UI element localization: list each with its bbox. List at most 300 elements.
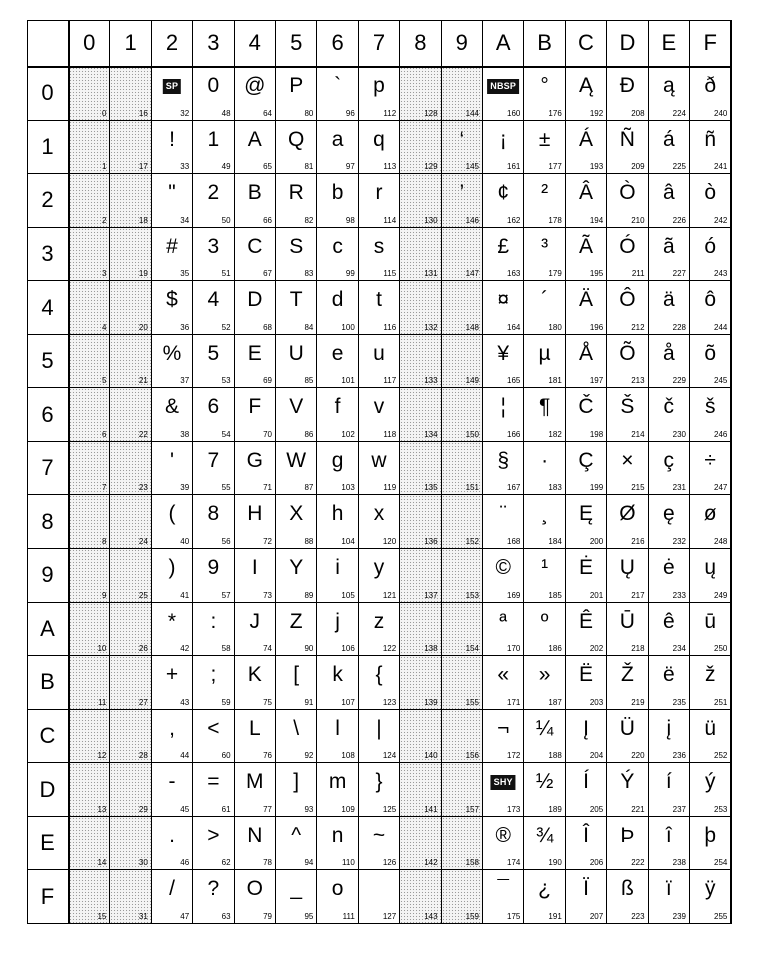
char-cell [483,121,524,175]
char-code: 175 [507,911,521,921]
char-code: 173 [507,804,521,814]
char-cell [193,228,234,282]
char-code: 108 [341,751,355,761]
char-code: 152 [465,537,479,547]
char-glyph: 2 [207,181,220,205]
char-code: 94 [304,858,314,868]
char-code: 99 [345,269,355,279]
char-glyph: & [164,395,179,419]
char-glyph: ñ [704,127,717,151]
char-code: 36 [180,322,190,332]
char-code: 148 [465,322,479,332]
char-glyph: F [248,395,262,419]
char-glyph: · [541,448,549,472]
char-cell [649,603,690,657]
row-header [27,549,69,603]
char-cell [69,495,110,549]
char-code: 20 [138,322,148,332]
char-code: 172 [507,751,521,761]
char-cell [524,870,565,924]
char-cell [69,281,110,335]
char-cell [359,228,400,282]
char-cell [566,603,607,657]
row-header-label: D [39,776,56,802]
char-code: 182 [548,429,562,439]
char-glyph: ) [168,556,176,580]
char-code: 113 [383,162,397,172]
char-code: 194 [589,215,604,225]
row-header-label: 5 [41,348,54,374]
char-code: 10 [97,644,107,654]
char-code: 252 [714,751,728,761]
char-glyph: t [376,288,382,312]
char-glyph: + [165,663,179,687]
char-code: 178 [548,215,562,225]
char-glyph: b [331,181,344,205]
char-code: 114 [383,215,397,225]
char-code: 253 [714,804,728,814]
char-code: 12 [97,751,107,761]
char-code: 98 [345,215,355,225]
char-glyph: _ [290,877,303,901]
char-cell [110,549,151,603]
row-header-label: 9 [41,562,54,588]
char-glyph: Í [583,770,589,794]
char-code: 95 [304,911,314,921]
char-glyph: Þ [620,823,635,847]
char-cell [152,763,193,817]
char-cell [400,870,441,924]
char-cell [69,656,110,710]
char-cell [317,870,358,924]
char-code: 217 [631,590,645,600]
char-code: 91 [304,697,314,707]
row-header [27,495,69,549]
char-cell [152,495,193,549]
char-cell [649,121,690,175]
char-cell [359,388,400,442]
char-glyph: X [289,502,304,526]
char-glyph: § [497,448,510,472]
char-cell [566,442,607,496]
char-glyph: ß [620,877,634,901]
char-code: 112 [383,108,397,118]
char-glyph: ² [541,181,549,205]
char-code: 206 [589,858,604,868]
char-code: 62 [221,858,231,868]
char-cell [690,656,731,710]
char-code: 24 [138,537,148,547]
char-code: 126 [382,858,397,868]
char-code: 26 [138,644,148,654]
char-cell [152,817,193,871]
char-glyph: » [538,663,551,687]
char-cell [235,710,276,764]
char-cell [235,174,276,228]
char-glyph: ‘ [459,127,465,151]
char-code: 121 [382,590,397,600]
char-code: 203 [589,697,604,707]
char-code: 210 [631,215,645,225]
char-code: 54 [221,429,231,439]
char-cell [400,817,441,871]
char-code: 150 [465,429,479,439]
char-code: 207 [589,911,604,921]
char-glyph: ÿ [704,877,716,901]
row-header-label: C [39,722,56,748]
char-cell [566,67,607,121]
char-glyph: Õ [619,341,636,365]
char-cell [483,870,524,924]
char-glyph: z [373,609,385,633]
row-header [27,603,69,657]
char-code: 130 [424,215,438,225]
char-glyph: ÷ [704,448,716,472]
char-cell [566,870,607,924]
char-glyph: Į [583,716,589,740]
char-glyph: ¨ [499,502,507,526]
char-glyph: Ą [578,74,593,97]
char-code: 41 [180,590,190,600]
char-code: 50 [221,215,231,225]
char-cell [607,656,648,710]
char-glyph: P [289,74,304,97]
char-code: 23 [138,483,148,493]
char-cell [690,763,731,817]
char-glyph: ū [704,609,717,633]
char-cell [400,228,441,282]
char-code: 200 [589,537,604,547]
char-cell [110,121,151,175]
char-cell [442,121,483,175]
char-glyph: ü [704,716,717,740]
char-cell [566,281,607,335]
char-cell [235,228,276,282]
char-cell [483,763,524,817]
char-glyph: Ä [578,288,593,312]
char-cell [483,67,524,121]
char-cell [442,174,483,228]
char-code: 228 [672,322,686,332]
char-cell [607,763,648,817]
char-cell [690,603,731,657]
char-glyph: ? [207,877,220,901]
char-cell [649,870,690,924]
char-cell [276,388,317,442]
char-code: 67 [263,269,272,279]
char-code: 214 [631,429,645,439]
char-code: 157 [465,804,479,814]
char-cell [235,763,276,817]
char-cell [483,656,524,710]
char-cell [69,603,110,657]
char-glyph: ` [334,74,342,97]
char-cell [566,656,607,710]
char-cell [524,710,565,764]
char-glyph: A [247,127,262,151]
char-glyph: Ô [619,288,636,312]
char-cell [359,656,400,710]
char-glyph: [ [293,663,300,687]
char-code: 97 [345,162,355,172]
char-glyph: d [331,288,344,312]
char-glyph: Ñ [619,127,635,151]
char-code: 8 [101,537,107,547]
char-glyph: á [662,127,675,151]
char-glyph: ¼ [535,716,554,740]
char-cell [359,67,400,121]
char-cell [566,495,607,549]
char-cell [152,174,193,228]
char-glyph: o [331,877,344,901]
column-header [317,20,358,67]
char-cell [276,817,317,871]
char-code: 19 [138,269,148,279]
char-code: 176 [548,108,562,118]
char-glyph: ( [168,502,176,526]
char-cell [276,335,317,389]
char-cell [235,495,276,549]
char-code: 44 [180,751,190,761]
char-glyph: ° [540,74,549,97]
row-header [27,763,69,817]
char-cell [524,121,565,175]
char-glyph: ð [704,74,717,97]
char-cell [400,67,441,121]
char-glyph: C [247,234,263,258]
char-glyph: 6 [207,395,220,419]
char-code: 225 [672,162,686,172]
char-glyph: Š [620,395,635,419]
char-cell [235,388,276,442]
char-glyph: V [289,395,304,419]
char-glyph: å [662,341,675,365]
char-code: 103 [341,483,355,493]
char-glyph: = [207,770,220,794]
char-cell [235,870,276,924]
char-cell [566,763,607,817]
char-code: 21 [138,376,148,386]
row-header [27,121,69,175]
char-code: 249 [714,590,728,600]
column-header [690,20,731,67]
char-cell [483,603,524,657]
column-header-label: D [619,30,636,55]
control-badge: NBSP [487,79,519,94]
char-glyph: O [246,877,263,901]
char-code: 134 [424,429,438,439]
char-glyph: 3 [207,234,220,258]
char-glyph: ç [663,448,675,472]
char-cell [193,870,234,924]
char-cell [442,335,483,389]
char-glyph: ë [662,663,675,687]
char-code: 154 [465,644,479,654]
char-code: 101 [341,376,355,386]
char-cell [317,335,358,389]
char-cell [524,763,565,817]
control-badge: SP [163,79,181,94]
char-code: 166 [507,429,521,439]
table-corner [27,20,69,67]
char-glyph: Ç [578,448,594,472]
char-cell [566,121,607,175]
char-cell [110,656,151,710]
column-header [607,20,648,67]
char-glyph: x [373,502,385,526]
char-cell [400,442,441,496]
char-cell [607,335,648,389]
column-header-label: A [495,30,511,55]
char-cell [566,335,607,389]
char-glyph: £ [497,234,510,258]
char-code: 120 [382,537,397,547]
char-cell [607,710,648,764]
char-cell [442,549,483,603]
char-cell [442,817,483,871]
char-code: 227 [672,269,686,279]
char-cell [193,603,234,657]
char-code: 63 [221,911,231,921]
row-header [27,281,69,335]
row-header [27,67,69,121]
char-cell [524,388,565,442]
char-cell [524,335,565,389]
char-cell [566,817,607,871]
char-code: 190 [548,858,562,868]
char-cell [400,763,441,817]
char-code: 199 [589,483,604,493]
column-header [276,20,317,67]
char-glyph: c [332,234,343,258]
char-code: 213 [631,376,645,386]
char-glyph: 5 [207,341,220,365]
char-glyph: ó [704,234,717,258]
char-code: 251 [714,697,728,707]
row-header-label: 3 [41,240,54,266]
char-cell [442,656,483,710]
char-code: 18 [138,215,148,225]
control-badge: SHY [491,775,516,790]
row-header [27,442,69,496]
char-code: 168 [507,537,521,547]
row-header-label: 4 [41,294,54,320]
char-cell [607,228,648,282]
char-cell [442,388,483,442]
char-code: 73 [263,590,272,600]
char-glyph: n [331,823,344,847]
column-header [400,20,441,67]
char-cell [193,763,234,817]
column-header-label: F [703,30,717,55]
column-header [193,20,234,67]
char-glyph: j [335,609,340,633]
column-header [649,20,690,67]
char-cell [400,549,441,603]
char-code: 56 [221,537,231,547]
char-glyph: ; [210,663,217,687]
char-code: 116 [383,322,397,332]
char-code: 238 [672,858,686,868]
char-cell [152,710,193,764]
char-cell [442,603,483,657]
char-glyph: < [207,716,220,740]
char-glyph: Ê [578,609,593,633]
char-code: 83 [304,269,314,279]
char-code: 184 [548,537,562,547]
header-col-divider [68,20,70,924]
char-code: 32 [180,108,190,118]
char-code: 149 [465,376,479,386]
char-glyph: } [375,770,383,794]
char-cell [442,281,483,335]
char-cell [317,442,358,496]
char-glyph: ’ [459,181,465,205]
char-code: 118 [383,429,397,439]
char-cell [276,228,317,282]
char-glyph: a [331,127,344,151]
char-code: 47 [180,911,190,921]
char-code: 138 [424,644,438,654]
char-cell [607,603,648,657]
char-code: 242 [714,215,728,225]
row-header-label: 6 [41,401,54,427]
char-glyph: Ė [578,556,593,580]
char-cell [442,763,483,817]
char-cell [607,281,648,335]
char-cell [317,710,358,764]
char-cell [483,817,524,871]
char-code: 127 [382,911,397,921]
char-glyph: # [166,234,178,258]
char-cell [649,388,690,442]
row-header-label: 2 [41,187,54,213]
char-code: 92 [304,751,314,761]
char-glyph: Ü [619,716,635,740]
char-cell [193,549,234,603]
char-cell [317,388,358,442]
char-cell [483,228,524,282]
char-code: 165 [507,376,521,386]
char-glyph: ¯ [497,877,509,901]
char-glyph: v [373,395,385,419]
char-code: 174 [507,858,521,868]
char-cell [317,121,358,175]
char-cell [442,67,483,121]
char-code: 25 [138,590,148,600]
char-code: 64 [263,108,272,118]
char-cell [649,656,690,710]
char-code: 29 [138,804,148,814]
char-code: 65 [263,162,272,172]
char-cell [110,870,151,924]
char-code: 109 [341,804,355,814]
char-code: 66 [263,215,272,225]
char-code: 163 [507,269,521,279]
char-glyph: Y [289,556,304,580]
char-cell [690,281,731,335]
char-cell [276,656,317,710]
char-cell [235,335,276,389]
char-cell [607,817,648,871]
char-glyph: ¤ [497,288,510,312]
char-glyph: â [662,181,675,205]
char-code: 170 [507,644,521,654]
char-glyph: ä [662,288,675,312]
char-glyph: ô [704,288,717,312]
char-glyph: ą [662,74,675,97]
char-glyph: J [249,609,261,633]
